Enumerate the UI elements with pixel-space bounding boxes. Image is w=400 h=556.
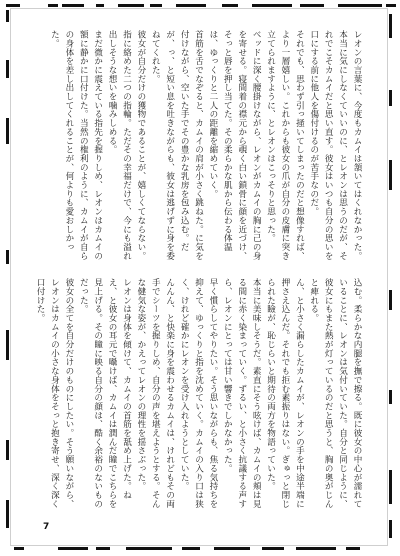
scan-mark-right-7	[389, 520, 392, 538]
scan-mark-bottom-8	[296, 547, 336, 550]
paragraph: 込む。柔らかな内腿を撫で擦る。既に彼女の中心が濡れていることに、レオンは気付いていた。自分と同じように、彼女にもまた熱が灯っているのだと思うと、胸の奥がじんと痺れる。	[308, 278, 362, 509]
scan-mark-right-4	[389, 290, 392, 310]
scan-mark-top-2	[48, 4, 58, 7]
scan-mark-bottom-1	[14, 547, 24, 550]
scan-mark-right-1	[389, 14, 392, 38]
scan-mark-top-8	[222, 4, 238, 7]
scan-mark-bottom-9	[346, 547, 360, 550]
paragraph: ベッドに深く腰掛けながら、レオンがカムイの胸に己の身を寄せる。寝間着の襟元から覗く白い鎖骨に顔を近づけ、そっと唇を押し当てた。その柔らかな肌から伝わる体温は、ゆっくりと二人の距離を縮めていく。	[207, 30, 262, 261]
paragraph: 首筋を舌でなぞると、カムイの肩が小さく跳ねた。に気を付けながら、空いた手でその豊かな乳房を包み込む。だが、っ、と短い息を吐きながらも、彼女は逃げずに身を委ねてくれた。	[150, 30, 204, 261]
scan-mark-right-2	[389, 90, 392, 106]
scan-mark-top-1	[6, 4, 20, 7]
paragraph: 彼女が自分だけの獲物であることが、嬉しくてならない。指に絡めた二つの指輪。ただその幸福だけで、今にも溢れ出しそうな想いを噛みしめる。	[107, 30, 146, 261]
paragraph: 早く慣らしてやりたい。そう思いながらも、焦る気持ちを抑えて、ゆっくりと指を沈めていく。カムイの入り口は狭く、けれど確かにレオンを受け入れようとしていた。	[179, 278, 218, 509]
scan-mark-bottom-5	[182, 547, 200, 550]
scan-mark-top-11	[338, 4, 382, 7]
scan-mark-left-1	[6, 10, 9, 22]
paragraph: 彼女の全てを自分だけのものにしたい。そう願いながら、レオンはカムイの小さな身体をそっと抱き寄せ、深く深く口付けた。	[35, 278, 74, 509]
scan-mark-left-2	[6, 60, 9, 78]
scan-mark-right-3	[389, 160, 392, 190]
scan-mark-bottom-4	[126, 547, 172, 550]
scan-mark-top-10	[300, 4, 324, 7]
scan-mark-top-4	[96, 4, 104, 7]
scan-mark-left-4	[6, 250, 9, 264]
paragraph: レオンは身体を傾けて、カムイの首筋を舐め上げた。ねえ、と彼女の耳元で囁けば、カムイは潤んだ瞳でこちらを見上げる。その瞳に映る自分の顔は、酷く余裕のないものだった。	[78, 278, 132, 509]
paragraph: んんん、と快楽に身を震わせるカムイは、けれどもその両手でシーツを握りしめ、自分の声を堪えようとする。そんな健気な姿が、かえってレオンの理性を揺さぶった。	[135, 278, 175, 509]
scan-mark-left-7	[6, 500, 9, 528]
paragraph: レオンの言葉に、今度もカムイは頷いてはくれなかった。本当に気にしなくていいのに、とレオンは思うのだが、それでこそカムイだと思い直す。彼女はいつも自分の思いを口にする前に他人を傷付けるのが苦手なのだ。	[308, 30, 362, 261]
scan-mark-bottom-7	[262, 547, 284, 550]
scan-mark-top-6	[150, 4, 162, 7]
paragraph: まだ微かに震えている指先を握りしめ、レオンはカムイの額に静かに口付けた。当然の権利のように、カムイが自らの身体を差し出してくれることが、何よりも愛おしかった。	[49, 30, 103, 261]
scan-mark-bottom-6	[214, 547, 250, 550]
scan-mark-top-9	[252, 4, 292, 7]
scan-mark-top-12	[386, 4, 396, 7]
paragraph: ん、と小さく漏らしたカムイが、レオンの手を中途半端に押さえ込んだ。それでも拒む素振りはない。ぎゅっと閉じられた瞼が、恥じらいと期待の両方を物語っていた。	[265, 278, 305, 509]
upper-text-block	[42, 30, 364, 262]
paragraph: 本当に美味しそうだ。素直にそう呟けば、カムイの頬は見る間に赤く染まっていく。ずるい、と小さく抗議する声すら、レオンにとっては甘い響きでしかなかった。	[222, 278, 262, 509]
scan-mark-top-3	[62, 4, 84, 7]
paragraph: それでも、思わず引っ掻いてしまったのだと想像すれば、より一層嬉しい。これからも彼女の爪が自分の皮膚に突き立てられますように、とレオンはこっそりと思った。	[265, 30, 305, 261]
scan-mark-top-7	[176, 4, 206, 7]
scan-mark-bottom-2	[58, 547, 88, 550]
scan-mark-left-3	[6, 118, 9, 144]
scan-mark-right-6	[389, 470, 392, 504]
scan-mark-bottom-3	[96, 547, 110, 550]
lower-text-block	[35, 278, 364, 510]
scan-mark-right-5	[389, 390, 392, 404]
scan-mark-left-5	[6, 330, 9, 360]
scan-mark-top-5	[118, 4, 144, 7]
scan-mark-left-6	[6, 440, 9, 460]
page-number: 7	[43, 522, 50, 532]
